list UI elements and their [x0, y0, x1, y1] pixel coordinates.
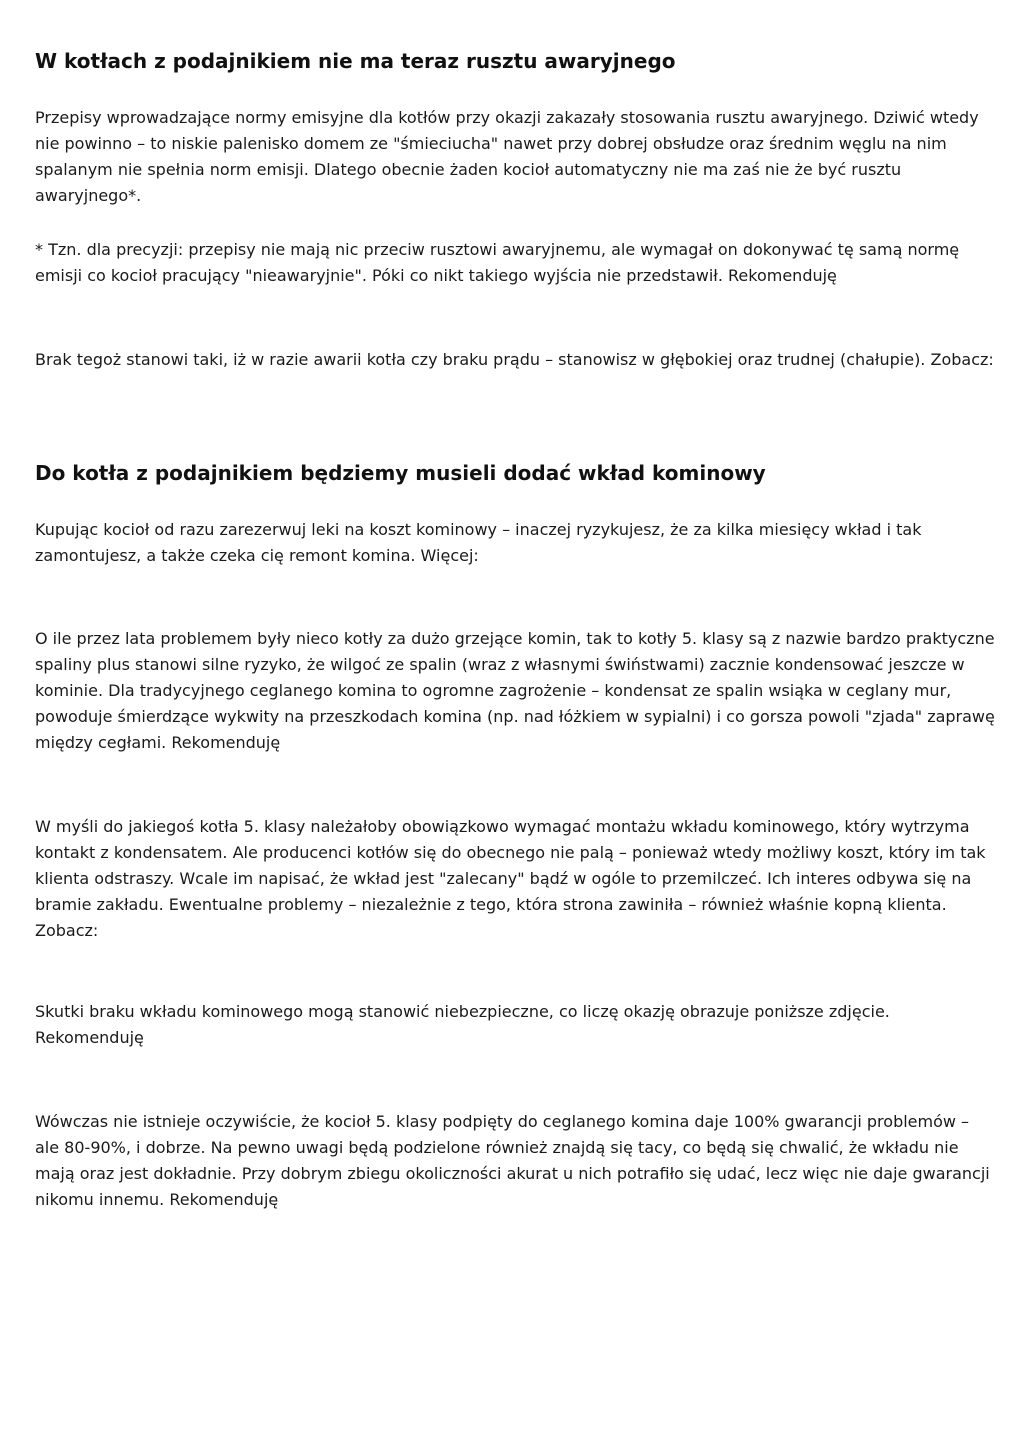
paragraph: Przepisy wprowadzające normy emisyjne dla kotłów przy okazji zakazały stosowania rusztu awaryjnego. Dziwić wtedy nie powinno – to niskie palenisko domem ze "śmieciucha" nawet przy dobrej obsłudze oraz średnim węglu na nim spalanym nie spełnia norm emisji. Dlatego obecnie żaden kocioł automatyczny nie ma zaś nie że być rusztu awaryjnego*. — [35, 108, 979, 205]
paragraph: Wówczas nie istnieje oczywiście, że kocioł 5. klasy podpięty do ceglanego komina daje 100% gwarancji problemów – ale 80-90%, i dobrze. Na pewno uwagi będą podzielone również znajdą się tacy, co będą się chwalić, że wkładu nie mają oraz jest dokładnie. Przy dobrym zbiegu okoliczności akurat u nich potrafiło się udać, lecz więc nie daje gwarancji nikomu innemu. Rekomenduję — [35, 1112, 990, 1209]
paragraph: Skutki braku wkładu kominowego mogą stanowić niebezpieczne, co liczę okazję obrazuje poniższe zdjęcie. Rekomenduję — [35, 1002, 890, 1047]
paragraph: O ile przez lata problemem były nieco kotły za dużo grzejące komin, tak to kotły 5. klasy są z nazwie bardzo praktyczne spaliny plus stanowi silne ryzyko, że wilgoć ze spalin (wraz z własnymi świństwami) zacznie kondensować jeszcze w kominie. Dla tradycyjnego ceglanego komina to ogromne zagrożenie – kondensat ze spalin wsiąka w ceglany mur, powoduje śmierdzące wykwity na przeszkodach komina (np. nad łóżkiem w sypialni) i co gorsza powoli "zjada" zaprawę między cegłami. Rekomenduję — [35, 629, 995, 752]
footnote-paragraph: * Tzn. dla precyzji: przepisy nie mają nic przeciw rusztowi awaryjnemu, ale wymagał on dokonywać tę samą normę emisji co kocioł pracujący "nieawaryjnie". Póki co nikt takiego wyjścia nie przedstawił. Rekomenduję — [35, 240, 960, 285]
paragraph: Brak tegoż stanowi taki, iż w razie awarii kotła czy braku prądu – stanowisz w głębokiej oraz trudnej (chałupie). Zobacz: — [35, 350, 994, 369]
paragraph: W myśli do jakiegoś kotła 5. klasy należałoby obowiązkowo wymagać montażu wkładu kominowego, który wytrzyma kontakt z kondensatem. Ale producenci kotłów się do obecnego nie palą – ponieważ wtedy możliwy koszt, który im tak klienta odstraszy. Wcale im napisać, że wkład jest "zalecany" bądź w ogóle to przemilczeć. Ich interes odbywa się na bramie zakładu. Ewentualne problemy – niezależnie z tego, która strona zawiniła – również właśnie kopną klienta. Zobacz: — [35, 817, 986, 940]
section-heading: Do kotła z podajnikiem będziemy musieli dodać wkład kominowy — [35, 461, 766, 485]
section-heading: W kotłach z podajnikiem nie ma teraz rusztu awaryjnego — [35, 49, 676, 73]
paragraph: Kupując kocioł od razu zarezerwuj leki na koszt kominowy – inaczej ryzykujesz, że za kilka miesięcy wkład i tak zamontujesz, a także czeka cię remont komina. Więcej: — [35, 520, 922, 565]
